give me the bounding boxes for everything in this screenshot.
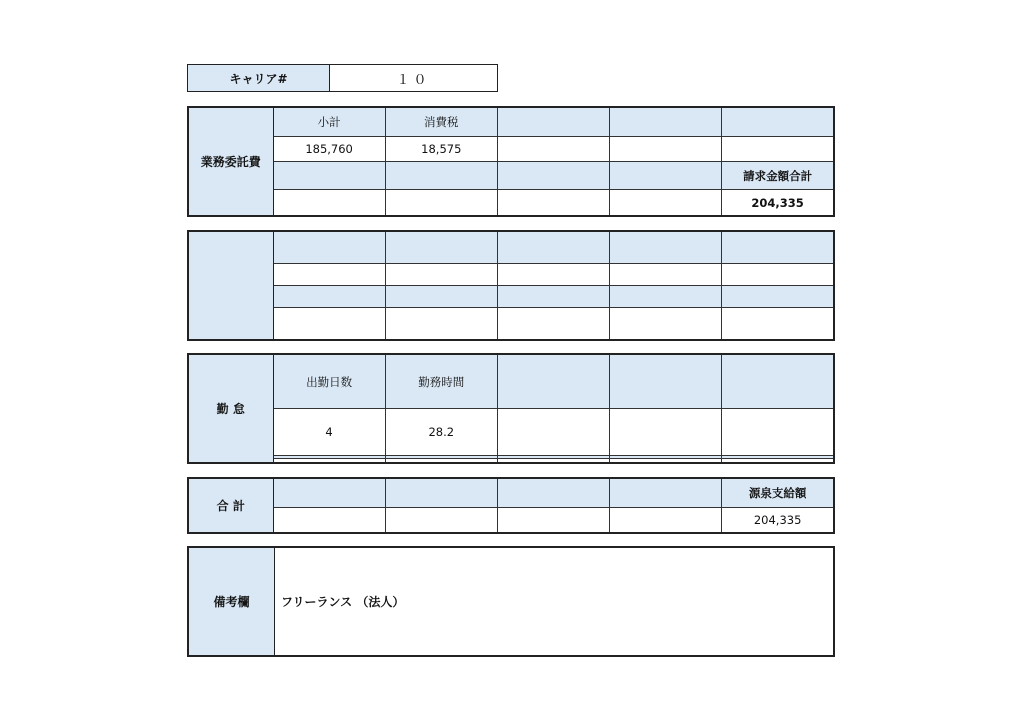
consumption-tax-value: 18,575 xyxy=(385,136,497,161)
extra-table xyxy=(187,230,835,341)
value-cell xyxy=(722,409,834,456)
attendance-table xyxy=(187,353,835,464)
attendance-title: 勤 怠 xyxy=(188,354,273,463)
header-cell xyxy=(497,107,609,136)
header-cell: 消費税 xyxy=(385,107,497,136)
cell xyxy=(722,231,834,264)
total-title: 合 計 xyxy=(188,478,273,533)
cell xyxy=(273,307,385,340)
header-cell: 勤務時間 xyxy=(385,354,497,409)
cell xyxy=(497,231,609,264)
header-cell xyxy=(610,161,722,190)
work-hours-value: 28.2 xyxy=(385,409,497,456)
header-cell: 出勤日数 xyxy=(273,354,385,409)
cell xyxy=(722,307,834,340)
cell xyxy=(610,264,722,286)
consignment-fee-table xyxy=(187,106,835,217)
consignment-fee-title: 業務委託費 xyxy=(188,107,273,216)
value-cell xyxy=(497,409,609,456)
work-days-value: 4 xyxy=(273,409,385,456)
career-label: キャリア# xyxy=(188,65,330,91)
extra-title xyxy=(188,231,273,340)
cell xyxy=(722,264,834,286)
remarks-block xyxy=(187,546,835,657)
value-cell xyxy=(610,409,722,456)
header-cell xyxy=(273,478,385,507)
value-cell xyxy=(385,458,497,463)
cell xyxy=(610,285,722,307)
remarks-title: 備考欄 xyxy=(189,548,275,655)
value-cell xyxy=(273,458,385,463)
header-cell xyxy=(722,354,834,409)
career-value: １０ xyxy=(396,72,431,88)
value-cell xyxy=(722,458,834,463)
value-cell xyxy=(722,136,834,161)
value-cell xyxy=(385,507,497,533)
header-cell xyxy=(497,161,609,190)
cell xyxy=(722,285,834,307)
header-cell xyxy=(610,478,722,507)
value-cell xyxy=(273,190,385,216)
value-cell xyxy=(497,507,609,533)
value-cell xyxy=(610,458,722,463)
invoice-total-label: 請求金額合計 xyxy=(722,161,834,190)
cell xyxy=(273,264,385,286)
invoice-total-value: 204,335 xyxy=(722,190,834,216)
value-cell xyxy=(610,507,722,533)
value-cell xyxy=(385,190,497,216)
cell xyxy=(497,307,609,340)
value-cell xyxy=(610,136,722,161)
cell xyxy=(385,264,497,286)
header-cell xyxy=(722,107,834,136)
value-cell xyxy=(610,190,722,216)
withholding-payment-value: 204,335 xyxy=(722,507,834,533)
value-cell xyxy=(273,507,385,533)
header-cell xyxy=(610,107,722,136)
cell xyxy=(610,231,722,264)
value-cell xyxy=(497,190,609,216)
cell xyxy=(385,231,497,264)
total-table xyxy=(187,477,835,534)
cell xyxy=(273,231,385,264)
cell xyxy=(497,264,609,286)
header-cell: 小計 xyxy=(273,107,385,136)
header-cell xyxy=(385,161,497,190)
withholding-payment-label: 源泉支給額 xyxy=(722,478,834,507)
career-number-field xyxy=(187,64,498,92)
cell xyxy=(273,285,385,307)
cell xyxy=(610,307,722,340)
remarks-text: フリーランス （法人） xyxy=(281,595,405,609)
cell xyxy=(385,285,497,307)
header-cell xyxy=(497,478,609,507)
value-cell xyxy=(497,136,609,161)
header-cell xyxy=(385,478,497,507)
subtotal-value: 185,760 xyxy=(273,136,385,161)
value-cell xyxy=(497,458,609,463)
cell xyxy=(497,285,609,307)
header-cell xyxy=(610,354,722,409)
header-cell xyxy=(497,354,609,409)
header-cell xyxy=(273,161,385,190)
cell xyxy=(385,307,497,340)
